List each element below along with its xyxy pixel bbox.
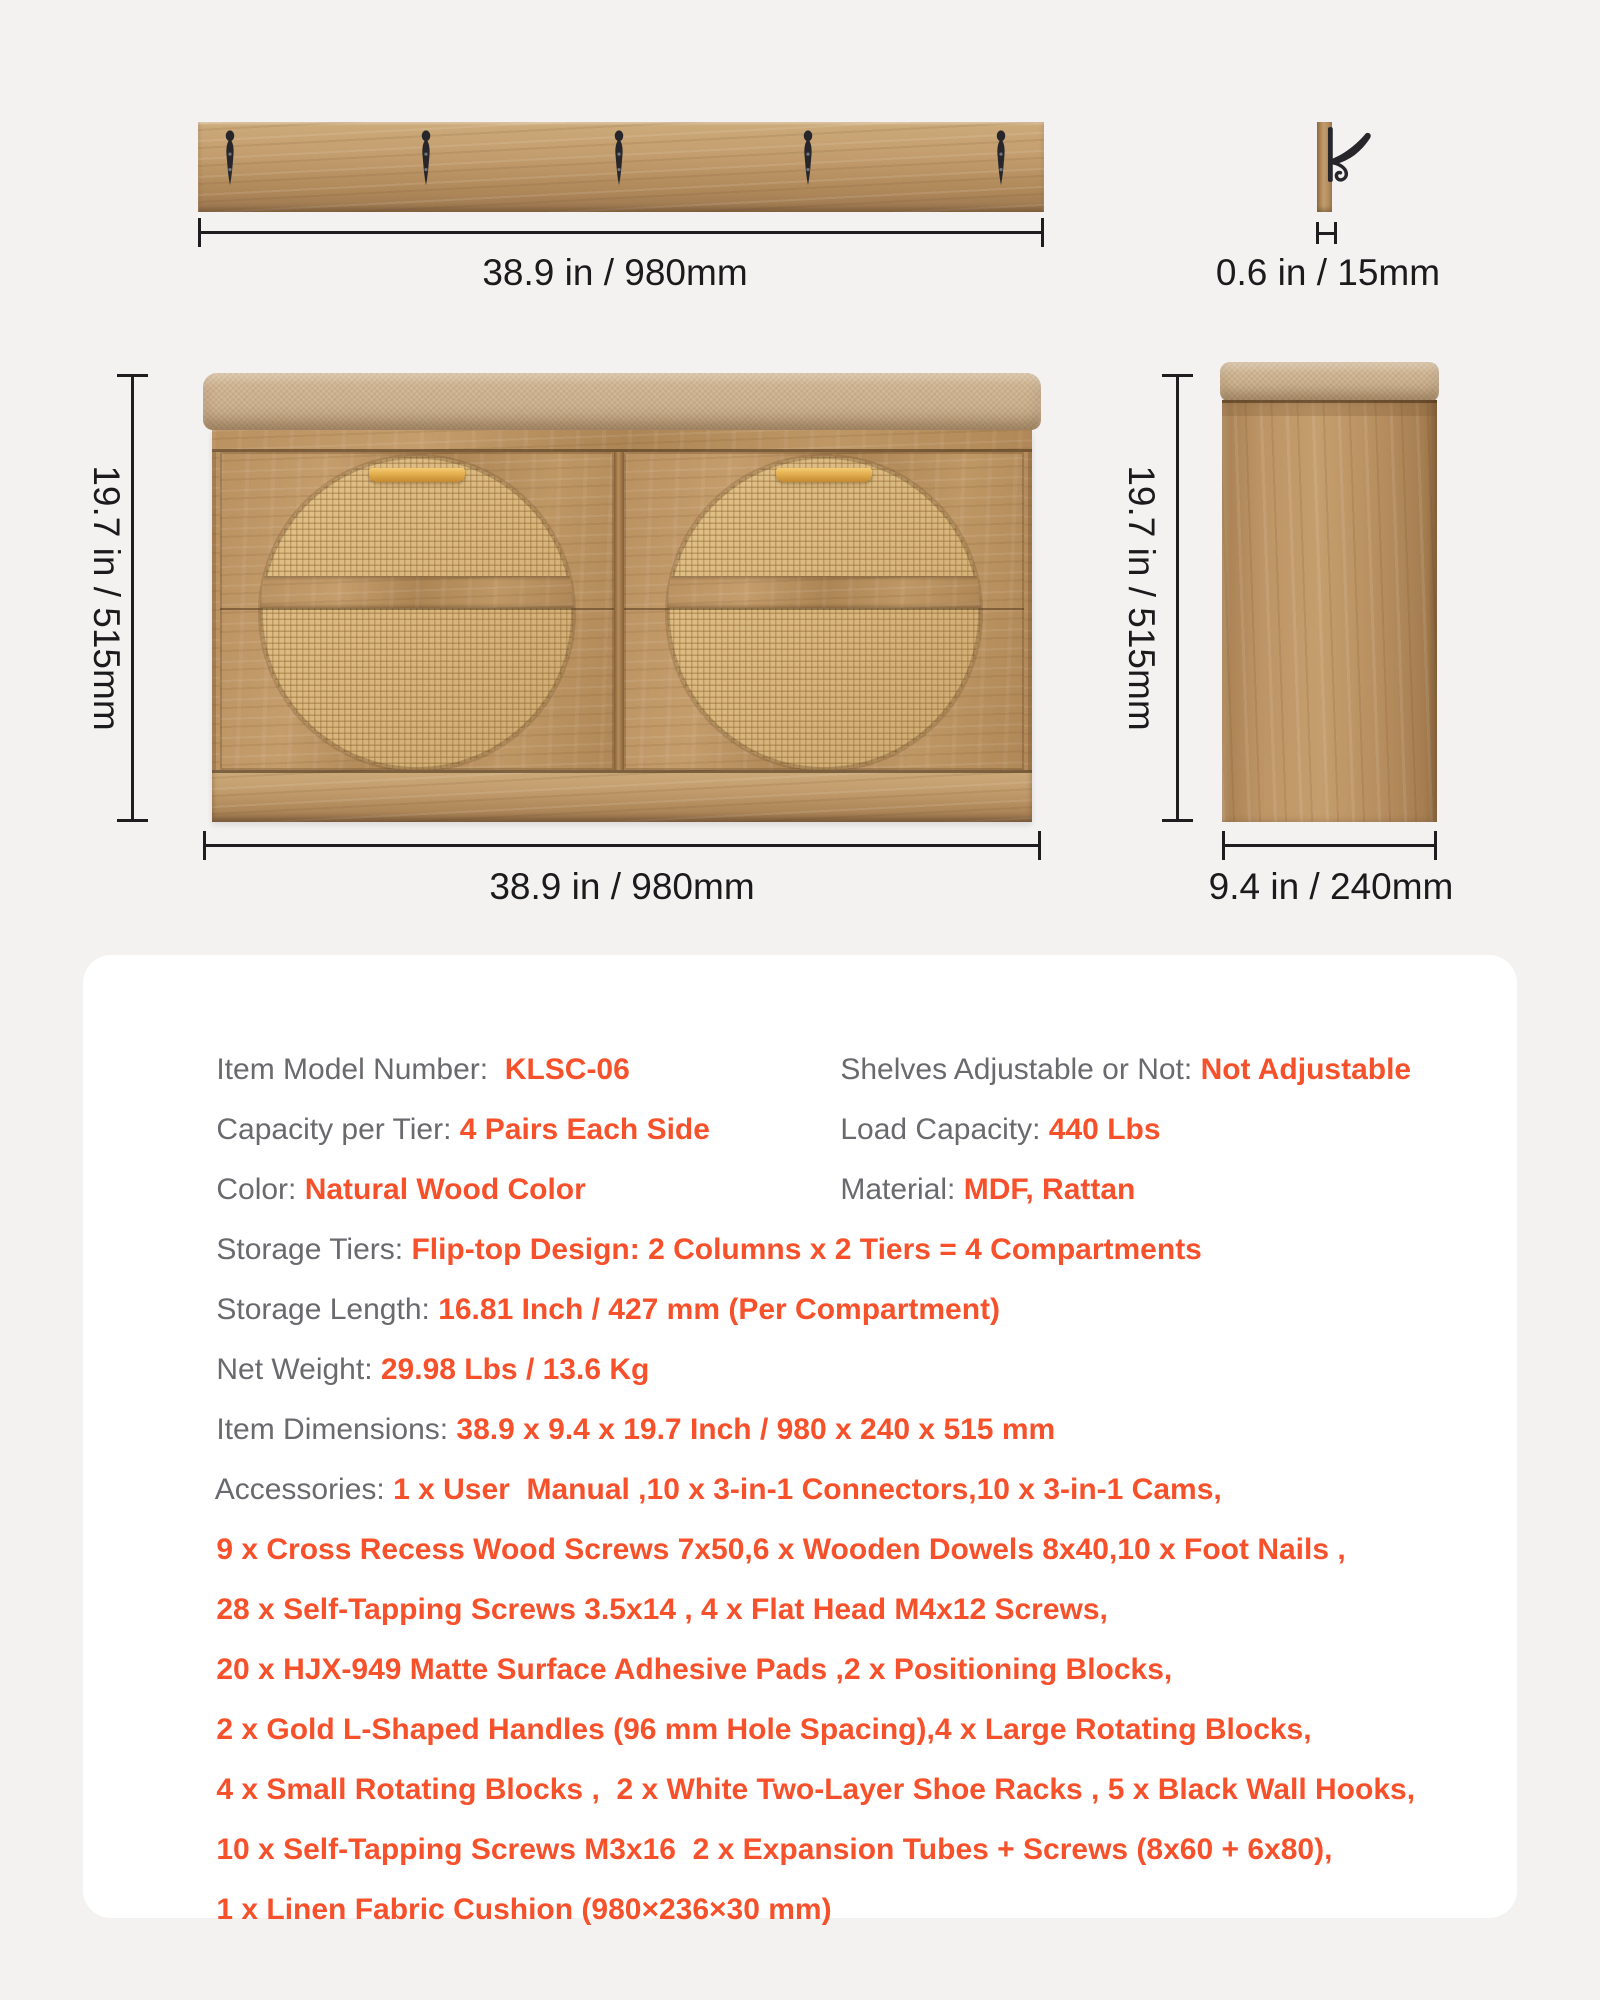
front-width-dimension-line — [203, 844, 1041, 847]
spec-label: Load Capacity: — [840, 1113, 1049, 1146]
spec-value: KLSC-06 — [504, 1053, 630, 1086]
rattan-circle-left-divider — [260, 576, 574, 608]
spec-value: Flip-top Design: 2 Columns x 2 Tiers = 4 Compartments — [411, 1233, 1202, 1266]
front-height-label: 19.7 in / 515mm — [86, 465, 127, 731]
coat-hook-icon — [800, 130, 816, 188]
spec-label: Material: — [840, 1173, 964, 1206]
spec-value: 9 x Cross Recess Wood Screws 7x50,6 x Wooden Dowels 8x40,10 x Foot Nails , — [216, 1533, 1346, 1566]
spec-label: Accessories: — [214, 1473, 394, 1506]
spec-value: 1 x User Manual ,10 x 3-in-1 Connectors,10 x 3-in-1 Cams, — [393, 1473, 1222, 1506]
spec-value: Natural Wood Color — [304, 1173, 586, 1206]
strip-thickness-dimension-line — [1316, 222, 1337, 244]
spec-label: Color: — [216, 1173, 305, 1206]
spec-label: Shelves Adjustable or Not: — [840, 1053, 1201, 1086]
rack-width-dimension-line — [198, 231, 1044, 234]
spec-value: 4 x Small Rotating Blocks , 2 x White Two-Layer Shoe Racks , 5 x Black Wall Hooks, — [216, 1773, 1416, 1806]
front-height-dimension-line — [131, 374, 134, 822]
spec-value: MDF, Rattan — [963, 1173, 1136, 1206]
spec-label: Capacity per Tier: — [216, 1113, 460, 1146]
coat-hook-icon — [222, 130, 238, 188]
spec-label: Storage Length: — [216, 1293, 439, 1326]
spec-label: Item Dimensions: — [216, 1413, 457, 1446]
side-height-label: 19.7 in / 515mm — [1121, 465, 1162, 731]
spec-label: Net Weight: — [216, 1353, 381, 1386]
rattan-circle-right — [667, 456, 981, 770]
side-depth-label: 9.4 in / 240mm — [1208, 866, 1454, 907]
spec-value: 2 x Gold L-Shaped Handles (96 mm Hole Spacing),4 x Large Rotating Blocks, — [216, 1713, 1312, 1746]
spec-value: 1 x Linen Fabric Cushion (980×236×30 mm) — [216, 1893, 832, 1926]
spec-value: 38.9 x 9.4 x 19.7 Inch / 980 x 240 x 515 mm — [456, 1413, 1056, 1446]
coat-hook-icon — [611, 130, 627, 188]
spec-accessory-line — [183, 1850, 832, 1970]
cabinet-center-stile — [614, 452, 624, 770]
spec-value: 28 x Self-Tapping Screws 3.5x14 , 4 x Flat Head M4x12 Screws, — [216, 1593, 1108, 1626]
strip-thickness-label: 0.6 in / 15mm — [1215, 252, 1441, 293]
rattan-circle-right-divider — [667, 576, 981, 608]
coat-hook-icon — [418, 130, 434, 188]
coat-hook-icon — [993, 130, 1009, 188]
spec-value: Not Adjustable — [1200, 1053, 1412, 1086]
side-height-dimension-line — [1176, 374, 1179, 822]
bench-cushion — [203, 373, 1041, 430]
spec-value: 16.81 Inch / 427 mm (Per Compartment) — [438, 1293, 1001, 1326]
door-seam-right — [624, 608, 1024, 610]
spec-label: Storage Tiers: — [216, 1233, 412, 1266]
cabinet-top-rail — [212, 430, 1032, 452]
front-width-label: 38.9 in / 980mm — [489, 866, 755, 907]
coat-hook-side-icon — [1327, 124, 1377, 186]
side-panel — [1222, 400, 1437, 822]
door-handle-left — [369, 468, 465, 482]
spec-value: 440 Lbs — [1048, 1113, 1161, 1146]
rattan-circle-left — [260, 456, 574, 770]
spec-label: Item Model Number: — [216, 1053, 505, 1086]
door-seam-left — [220, 608, 614, 610]
spec-value: 10 x Self-Tapping Screws M3x16 2 x Expansion Tubes + Screws (8x60 + 6x80), — [216, 1833, 1333, 1866]
side-cushion — [1220, 362, 1439, 402]
door-handle-right — [776, 468, 872, 482]
spec-value: 4 Pairs Each Side — [459, 1113, 710, 1146]
rack-width-label: 38.9 in / 980mm — [482, 252, 748, 293]
cabinet-base-plank — [212, 770, 1032, 822]
spec-value: 29.98 Lbs / 13.6 Kg — [380, 1353, 650, 1386]
side-depth-dimension-line — [1222, 844, 1437, 847]
spec-value: 20 x HJX-949 Matte Surface Adhesive Pads ,2 x Positioning Blocks, — [216, 1653, 1173, 1686]
